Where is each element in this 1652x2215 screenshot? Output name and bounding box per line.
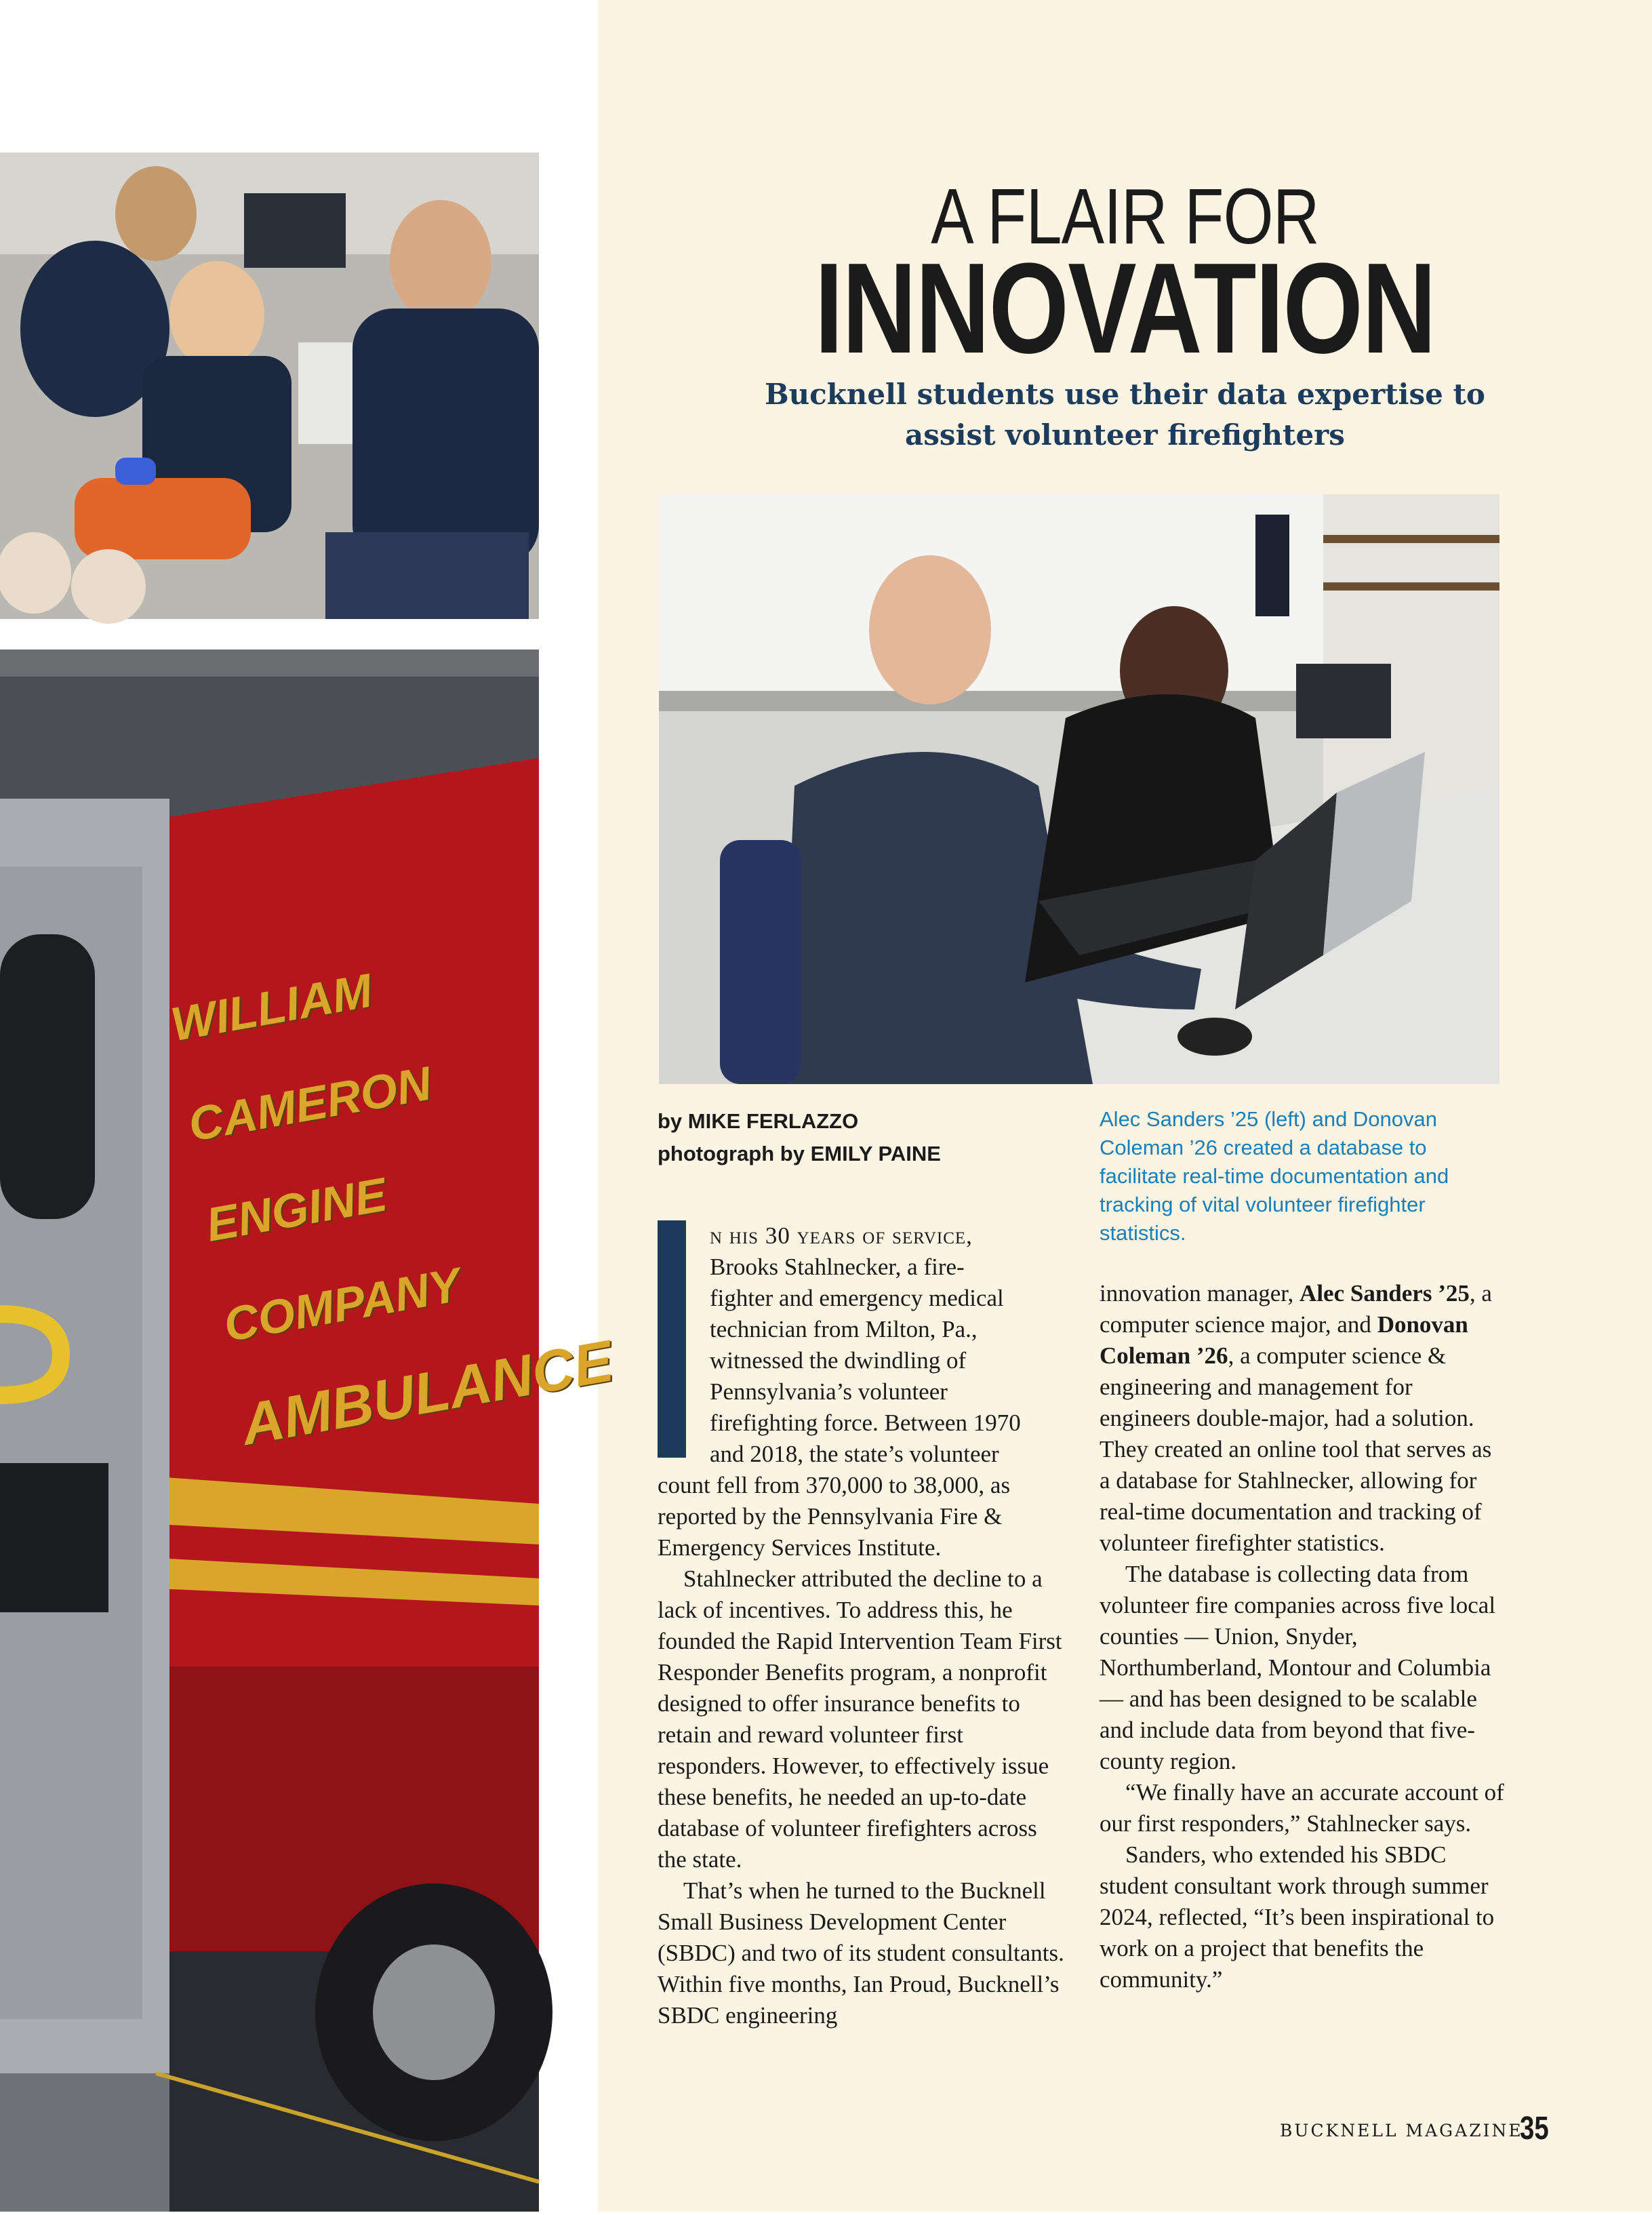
lead-paragraph-indented: [658, 1220, 1064, 1470]
name-alec-sanders: Alec Sanders ’25: [1300, 1280, 1470, 1306]
subtitle-line1: Bucknell students use their data expertise to: [765, 378, 1485, 411]
name-donovan-coleman: Donovan Coleman ’26: [1100, 1311, 1468, 1369]
paragraph-5: The database is collecting data from volunteer fire companies across five local counties — Union, Snyder, Northumberland, Montour and Columbia — and has been designed to be scalable and include data from beyond that five-county region.: [1100, 1561, 1496, 1774]
lead-line-3: technician from Milton, Pa.,: [710, 1316, 978, 1342]
lead-line-4: witnessed the dwindling of: [710, 1347, 967, 1374]
paragraph-3: That’s when he turned to the Bucknell Small Business Development Center (SBDC) and two of its student consultants. Within five months, Ian Proud, Bucknell’s SBDC engineering: [658, 1877, 1064, 2029]
paragraph-1-continued: count fell from 370,000 to 38,000, as reported by the Pennsylvania Fire & Emergency Services Institute.: [658, 1472, 1011, 1561]
lead-line-5: Pennsylvania’s volunteer: [710, 1378, 948, 1405]
byline-author: by MIKE FERLAZZO: [658, 1109, 859, 1133]
paragraph-4: [1100, 1278, 1506, 1559]
paragraph-7: Sanders, who extended his SBDC student consultant work through summer 2024, reflected, “It’s been inspirational to work on a project that benefits the community.”: [1100, 1841, 1495, 1993]
ambulance-text-line3: AMBULANCE: [236, 1328, 618, 1458]
p4-text-a: innovation manager,: [1100, 1280, 1300, 1306]
article-column-2: [1100, 1278, 1506, 1995]
lead-line-2: fighter and emergency medical: [710, 1285, 1004, 1311]
lead-line-7: and 2018, the state’s volunteer: [710, 1441, 999, 1467]
headline-line2: INNOVATION: [814, 237, 1436, 380]
lead-line-1: Brooks Stahlnecker, a fire-: [710, 1254, 965, 1280]
article-subtitle: [598, 374, 1652, 456]
photo-alec-sanders-donovan-coleman-laptops: [659, 494, 1499, 1084]
ambulance-text-line2: ENGINE COMPANY: [202, 1168, 465, 1352]
photo-top-illustration: [0, 153, 539, 619]
photo-caption: Alec Sanders ’25 (left) and Donovan Coleman ’26 created a database to facilitate real-time documentation and tracking of vital volunteer firefighter statistics.: [1100, 1107, 1449, 1245]
page-number: 35: [1520, 2111, 1549, 2147]
p4-text-b: , a computer science major, and: [1100, 1280, 1492, 1338]
paragraph-2: Stahlnecker attributed the decline to a lack of incentives. To address this, he founded the Rapid Intervention Team First Responder Benefits program, a nonprofit designed to offer insurance benefits to retain and reward volunteer first responders. However, to effectively issue these benefits, he needed an up-to-date database of volunteer firefighters across the state.: [658, 1565, 1062, 1873]
lead-caps-line: n his 30 years of service,: [710, 1222, 973, 1249]
paragraph-6: “We finally have an accurate account of our first responders,” Stahlnecker says.: [1100, 1779, 1504, 1837]
photo-students-ambulance-interior: [0, 153, 539, 619]
photo-main-illustration: [659, 494, 1499, 1084]
ambulance-text-line1: WILLIAM CAMERON: [167, 963, 436, 1151]
photo-william-cameron-engine-company-ambulance: [0, 650, 618, 2212]
article-column-1: [658, 1220, 1064, 2031]
p4-text-c: , a computer science & engineering and management for engineers double-major, had a solution. They created an online tool that serves as a database for Stahlnecker, allowing for real-time documentation and tracking of volunteer firefighter statistics.: [1100, 1342, 1492, 1556]
byline: [658, 1105, 941, 1170]
footer-magazine-name: BUCKNELL MAGAZINE: [1280, 2121, 1523, 2140]
headline-line1: A FLAIR FOR: [931, 172, 1319, 260]
lead-line-6: firefighting force. Between 1970: [710, 1410, 1021, 1436]
subtitle-line2: assist volunteer firefighters: [905, 418, 1345, 452]
byline-photographer: photograph by EMILY PAINE: [658, 1142, 941, 1165]
